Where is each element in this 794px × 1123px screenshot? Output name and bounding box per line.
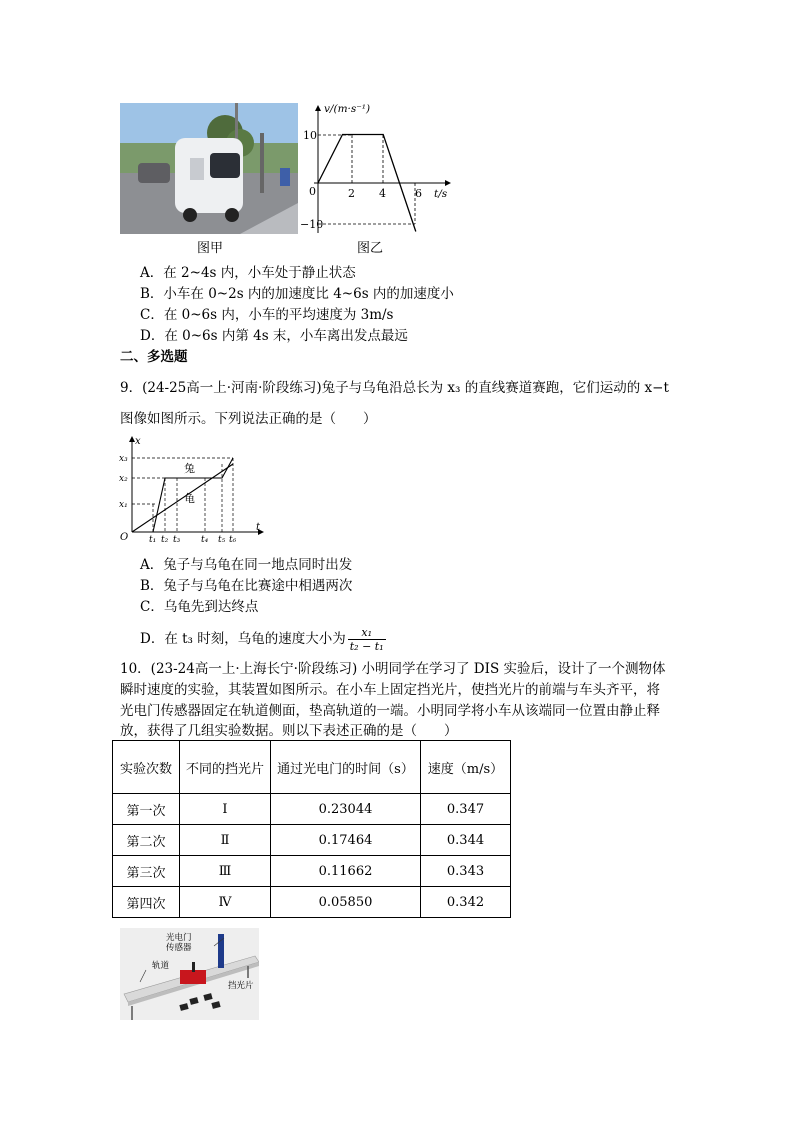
q10-stem-line3: 光电门传感器固定在轨道侧面，垫高轨道的一端。小明同学将小车从该端同一位置由静止释	[120, 703, 660, 719]
photo-label-track: 轨道	[152, 961, 170, 971]
q9-option-b: B．兔子与乌龟在比赛途中相遇两次	[140, 578, 353, 594]
photo-label-shade: 挡光片	[228, 981, 254, 991]
x-tick-6: 6	[415, 187, 422, 200]
header-shade: 不同的挡光片	[180, 741, 271, 794]
svg-text:t₂: t₂	[161, 535, 169, 545]
q9-stem-line2: 图像如图所示。下列说法正确的是（ ）	[120, 411, 377, 427]
q9-option-d: D．在 t₃ 时刻，乌龟的速度大小为 $\frac{\text{x₁}}{\text{t₂ − t₁}}$	[140, 626, 384, 653]
x-axis-label: t/s	[434, 188, 448, 200]
header-speed: 速度（m/s）	[421, 741, 511, 794]
caption-fig-b: 图乙	[357, 241, 384, 256]
q10-stem-line1: 10．(23-24高一上·上海长宁·阶段练习) 小明同学在学习了 DIS 实验后，设计了一个测物体	[120, 661, 666, 677]
velocity-time-graph	[300, 98, 460, 238]
svg-text:O: O	[120, 532, 129, 543]
experiment-table	[112, 740, 511, 918]
svg-text:x: x	[135, 436, 141, 447]
velocity-fraction: $\frac{\text{x₁}}{\text{t₂ − t₁}}$	[349, 626, 384, 653]
svg-text:x₃: x₃	[119, 454, 128, 464]
y-axis-label: v/(m·s⁻¹)	[324, 103, 371, 115]
svg-text:x₁: x₁	[119, 500, 128, 510]
svg-text:t: t	[256, 522, 261, 533]
q8-option-a: A．在 2~4s 内，小车处于静止状态	[140, 265, 356, 281]
header-time: 通过光电门的时间（s）	[271, 741, 421, 794]
table-row: 第三次 Ⅲ 0.11662 0.343	[113, 856, 511, 887]
svg-text:t₁: t₁	[149, 535, 157, 545]
q8-option-b: B．小车在 0~2s 内的加速度比 4~6s 内的加速度小	[140, 286, 454, 302]
rabbit-line	[132, 458, 233, 532]
turtle-line	[132, 464, 233, 532]
svg-text:t₃: t₃	[173, 535, 181, 545]
header-trial: 实验次数	[113, 741, 180, 794]
q8-option-c: C．在 0~6s 内，小车的平均速度为 3m/s	[140, 307, 394, 323]
robot-vehicle-photo	[120, 103, 298, 234]
y-tick-neg10: −10	[300, 218, 324, 231]
q9-option-c: C．乌龟先到达终点	[140, 599, 259, 615]
origin-label: 0	[309, 185, 316, 198]
q8-option-d: D．在 0~6s 内第 4s 末，小车离出发点最远	[140, 328, 408, 344]
photo-label-sensor: 光电门	[166, 933, 192, 943]
apparatus-photo	[120, 928, 259, 1020]
x-tick-4: 4	[379, 187, 386, 200]
svg-text:t₅: t₅	[218, 535, 226, 545]
svg-text:t₄: t₄	[201, 535, 209, 545]
table-row: 第一次 Ⅰ 0.23044 0.347	[113, 794, 511, 825]
x-tick-2: 2	[348, 187, 355, 200]
q10-stem-line4: 放，获得了几组实验数据。则以下表述正确的是（ ）	[120, 723, 458, 739]
q9-option-a: A．兔子与乌龟在同一地点同时出发	[140, 557, 353, 573]
q9-stem-line1: 9．(24-25高一上·河南·阶段练习)兔子与乌龟沿总长为 x₃ 的直线赛道赛跑，它们运动的 x−t	[120, 380, 669, 396]
rabbit-label: 兔	[184, 462, 195, 475]
y-tick-10: 10	[303, 129, 317, 142]
photo-label-sensor-2: 传感器	[166, 943, 192, 953]
svg-text:x₂: x₂	[119, 474, 128, 484]
turtle-label: 龟	[184, 492, 195, 505]
table-row: 第二次 Ⅱ 0.17464 0.344	[113, 825, 511, 856]
caption-fig-a: 图甲	[197, 241, 224, 256]
table-row: 第四次 Ⅳ 0.05850 0.342	[113, 887, 511, 918]
rabbit-turtle-xt-graph	[118, 434, 268, 546]
section-heading: 二、多选题	[120, 349, 188, 365]
svg-text:t₆: t₆	[229, 535, 237, 545]
q10-stem-line2: 瞬时速度的实验，其装置如图所示。在小车上固定挡光片，使挡光片的前端与车头齐平，将	[120, 682, 660, 698]
